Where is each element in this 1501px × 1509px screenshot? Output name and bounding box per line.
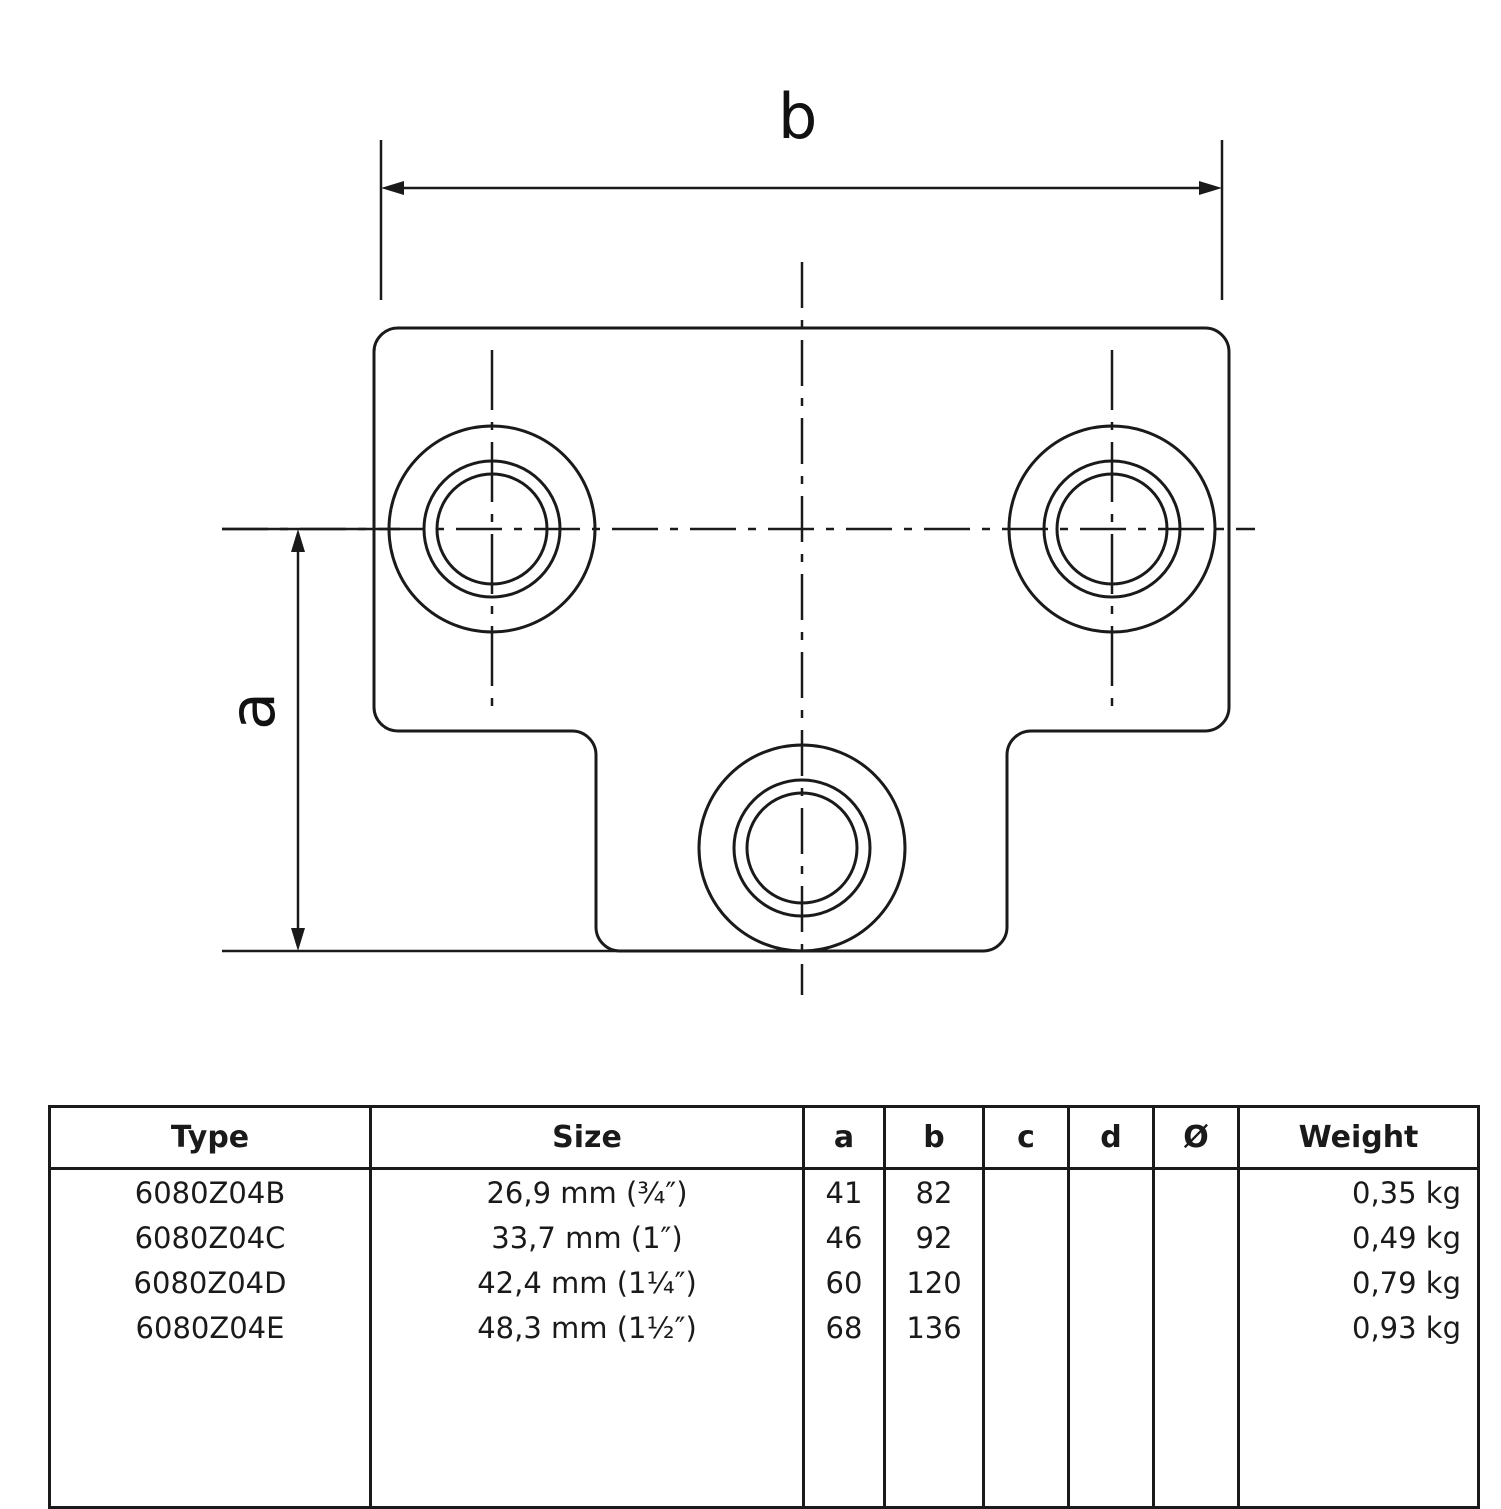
cell-weight: 0,35 kg (1239, 1169, 1479, 1216)
cell-type: 6080Z04D (50, 1260, 371, 1305)
cell-weight: 0,49 kg (1239, 1215, 1479, 1260)
cell-c (984, 1215, 1069, 1260)
cell-c (984, 1305, 1069, 1350)
cell-empty (1154, 1350, 1239, 1508)
cell-diameter (1154, 1260, 1239, 1305)
table-row (50, 1169, 1479, 1216)
column-header-c: c (984, 1107, 1069, 1169)
cell-diameter (1154, 1305, 1239, 1350)
cell-d (1069, 1305, 1154, 1350)
cell-type: 6080Z04B (50, 1169, 371, 1216)
column-header-b: b (885, 1107, 984, 1169)
cell-c (984, 1260, 1069, 1305)
cell-empty (804, 1350, 885, 1508)
table-header (50, 1107, 1479, 1169)
cell-empty (1239, 1350, 1479, 1508)
cell-weight: 0,93 kg (1239, 1305, 1479, 1350)
centre-lines (216, 262, 1255, 995)
cell-size: 48,3 mm (1½″) (371, 1305, 804, 1350)
cell-empty (50, 1350, 371, 1508)
cell-empty (984, 1350, 1069, 1508)
cell-a: 68 (804, 1305, 885, 1350)
cell-type: 6080Z04E (50, 1305, 371, 1350)
cell-d (1069, 1169, 1154, 1216)
column-header-a: a (804, 1107, 885, 1169)
cell-diameter (1154, 1215, 1239, 1260)
cell-d (1069, 1215, 1154, 1260)
column-header-diameter: Ø (1154, 1107, 1239, 1169)
table-row (50, 1260, 1479, 1305)
column-header-size: Size (371, 1107, 804, 1169)
dimension-label-a: a (216, 692, 289, 730)
specification-table-wrapper (48, 1105, 1461, 1509)
cell-diameter (1154, 1169, 1239, 1216)
cell-a: 46 (804, 1215, 885, 1260)
cell-weight: 0,79 kg (1239, 1260, 1479, 1305)
cell-b: 136 (885, 1305, 984, 1350)
dimension-label-b: b (778, 80, 818, 153)
cell-b: 82 (885, 1169, 984, 1216)
table-row (50, 1215, 1479, 1260)
cell-size: 42,4 mm (1¼″) (371, 1260, 804, 1305)
cell-d (1069, 1260, 1154, 1305)
cell-b: 92 (885, 1215, 984, 1260)
cell-a: 41 (804, 1169, 885, 1216)
table-empty-row (50, 1350, 1479, 1508)
table-row (50, 1305, 1479, 1350)
cell-b: 120 (885, 1260, 984, 1305)
dimension-a-group (216, 529, 620, 951)
column-header-type: Type (50, 1107, 371, 1169)
column-header-weight: Weight (1239, 1107, 1479, 1169)
column-header-d: d (1069, 1107, 1154, 1169)
cell-c (984, 1169, 1069, 1216)
cell-a: 60 (804, 1260, 885, 1305)
cell-size: 26,9 mm (¾″) (371, 1169, 804, 1216)
cell-size: 33,7 mm (1″) (371, 1215, 804, 1260)
table-header-row (50, 1107, 1479, 1169)
cell-empty (1069, 1350, 1154, 1508)
specification-table (48, 1105, 1480, 1509)
cell-empty (371, 1350, 804, 1508)
cell-type: 6080Z04C (50, 1215, 371, 1260)
table-body (50, 1169, 1479, 1508)
cell-empty (885, 1350, 984, 1508)
